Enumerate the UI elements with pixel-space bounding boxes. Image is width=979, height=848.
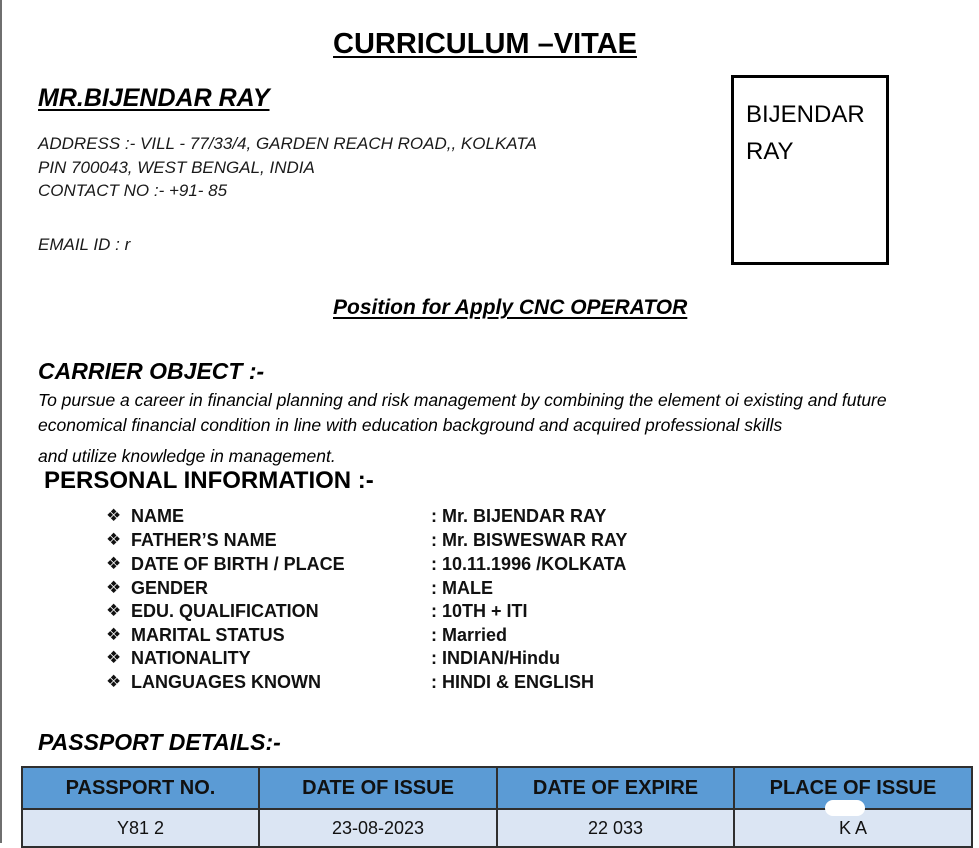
diamond-bullet-icon: ❖ [106, 625, 122, 644]
personal-row-nationality [106, 648, 666, 672]
passport-column-header: DATE OF EXPIRE [497, 767, 734, 809]
personal-row-father [106, 530, 666, 554]
address-line-1: ADDRESS :- VILL - 77/33/4, GARDEN REACH ROAD,, KOLKATA [38, 134, 537, 153]
contact-number: CONTACT NO :- +91- 85 [38, 181, 228, 200]
document-title: CURRICULUM –VITAE [333, 28, 637, 60]
photo-placeholder [731, 75, 889, 265]
diamond-bullet-icon: ❖ [106, 672, 122, 691]
personal-info-heading: PERSONAL INFORMATION :- [44, 467, 374, 494]
diamond-bullet-icon: ❖ [106, 601, 122, 620]
personal-label: MARITAL STATUS [131, 625, 285, 645]
passport-column-header: PASSPORT NO. [22, 767, 259, 809]
objective-heading: CARRIER OBJECT :- [38, 358, 265, 384]
personal-value: : 10.11.1996 /KOLKATA [431, 554, 627, 574]
personal-label: DATE OF BIRTH / PLACE [131, 554, 345, 574]
position-applied: Position for Apply CNC OPERATOR [333, 296, 688, 319]
expire-date-cell: 22 033 [497, 809, 734, 847]
issue-date-cell: 23-08-2023 [259, 809, 497, 847]
redaction-mark [825, 800, 865, 816]
place-of-issue-cell: K A [734, 809, 972, 847]
photo-label: BIJENDAR RAY [746, 101, 865, 165]
candidate-name: MR.BIJENDAR RAY [38, 84, 270, 112]
personal-row-qualification [106, 601, 666, 625]
personal-row-dob [106, 554, 666, 578]
personal-value: : 10TH + ITI [431, 601, 528, 621]
diamond-bullet-icon: ❖ [106, 578, 122, 597]
page-edge [0, 0, 2, 843]
personal-value: : MALE [431, 578, 493, 598]
email-id: EMAIL ID : r [38, 235, 131, 254]
objective-body-last: and utilize knowledge in management. [38, 446, 336, 466]
personal-label: NATIONALITY [131, 648, 251, 668]
personal-value: : Mr. BIJENDAR RAY [431, 506, 607, 526]
personal-row-languages [106, 672, 666, 696]
objective-body: To pursue a career in financial planning and risk management by combining the element oi existing and future economical financial condition in line with education background and acquired professional skills [38, 390, 887, 435]
passport-column-header: DATE OF ISSUE [259, 767, 497, 809]
personal-label: NAME [131, 506, 184, 526]
passport-heading: PASSPORT DETAILS:- [38, 729, 281, 755]
personal-label: EDU. QUALIFICATION [131, 601, 319, 621]
personal-value: : INDIAN/Hindu [431, 648, 560, 668]
personal-value: : Married [431, 625, 508, 645]
diamond-bullet-icon: ❖ [106, 554, 122, 573]
personal-value: : HINDI & ENGLISH [431, 672, 595, 692]
address-line-2: PIN 700043, WEST BENGAL, INDIA [38, 158, 315, 177]
diamond-bullet-icon: ❖ [106, 648, 122, 667]
personal-label: FATHER’S NAME [131, 530, 277, 550]
passport-number-cell: Y81 2 [22, 809, 259, 847]
objective-text [38, 388, 963, 469]
personal-value: : Mr. BISWESWAR RAY [431, 530, 628, 550]
personal-row-gender [106, 578, 666, 602]
passport-column-header: PLACE OF ISSUE [734, 767, 972, 809]
personal-label: GENDER [131, 578, 209, 598]
personal-row-marital [106, 625, 666, 649]
diamond-bullet-icon: ❖ [106, 506, 122, 525]
personal-row-name [106, 506, 666, 530]
personal-label: LANGUAGES KNOWN [131, 672, 321, 692]
diamond-bullet-icon: ❖ [106, 530, 122, 549]
